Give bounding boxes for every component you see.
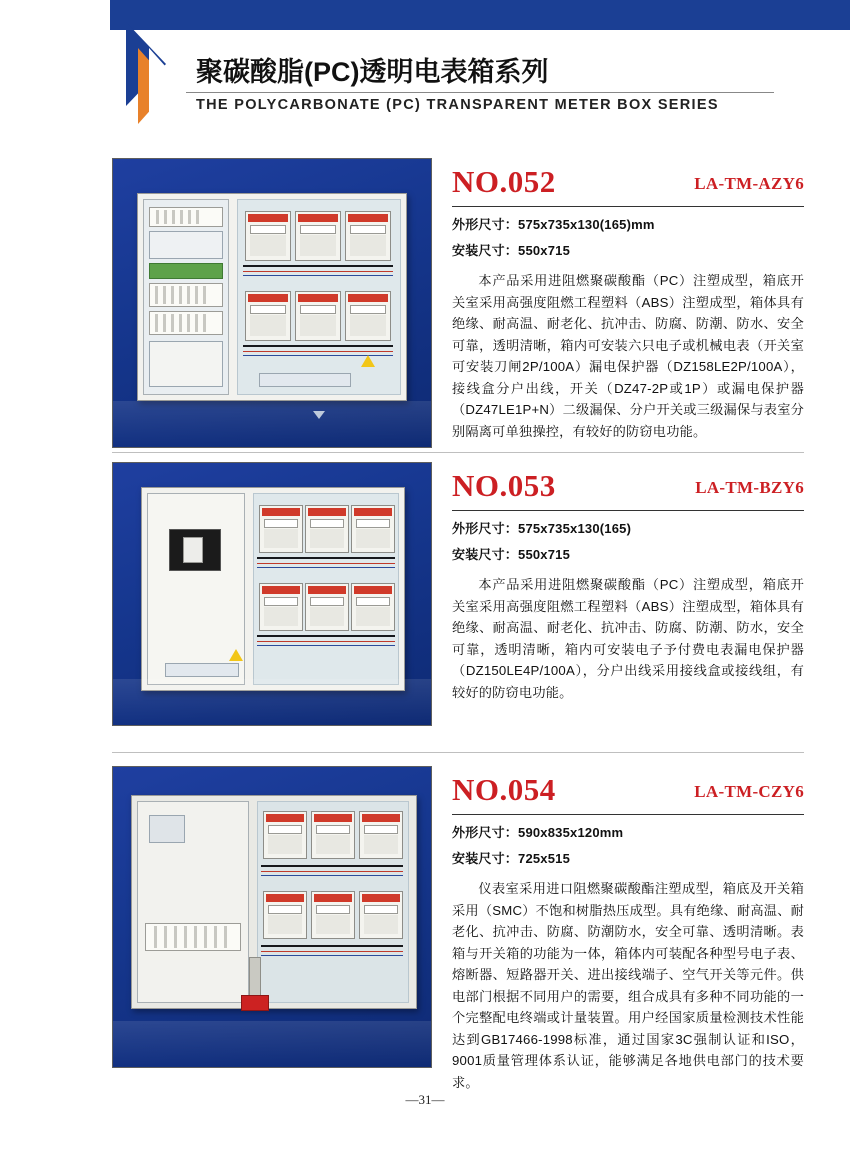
page-number: —31—	[405, 1092, 445, 1107]
info-divider	[452, 814, 804, 815]
electric-meter	[345, 291, 391, 341]
electric-meter	[311, 811, 355, 859]
nameplate-label	[165, 663, 239, 677]
main-cable	[243, 265, 393, 267]
outer-dimension-line	[452, 822, 804, 841]
electric-meter	[305, 505, 349, 553]
model-number: NO.052	[452, 164, 556, 199]
electric-meter	[263, 811, 307, 859]
nameplate-label	[259, 373, 351, 387]
product-info-053	[452, 468, 804, 703]
model-row	[452, 772, 804, 812]
phase-wire	[257, 563, 395, 564]
install-dimension-value: 550x715	[518, 547, 571, 562]
outer-dimension-value: 575x735x130(165)mm	[518, 217, 655, 232]
neutral-wire	[261, 955, 403, 956]
terminal-block-green	[149, 263, 223, 279]
neutral-wire	[261, 875, 403, 876]
main-cable	[243, 345, 393, 347]
phase-wire	[243, 351, 393, 352]
outer-dimension-line	[452, 214, 804, 233]
page-title-en: THE POLYCARBONATE (PC) TRANSPARENT METER BOX SERIES	[196, 97, 719, 113]
warning-triangle-icon	[229, 649, 243, 661]
electric-meter	[295, 291, 341, 341]
fuse-terminal-row	[145, 923, 241, 951]
electric-meter	[351, 505, 395, 553]
phase-wire	[261, 871, 403, 872]
header-divider	[186, 92, 774, 93]
outer-dimension-value: 590x835x120mm	[518, 825, 624, 840]
install-dimension-line	[452, 544, 804, 563]
product-info-054	[452, 772, 804, 1093]
model-code: LA-TM-AZY6	[694, 174, 804, 193]
outer-dimension-line	[452, 518, 804, 537]
floor-reflection	[113, 401, 431, 447]
electric-meter	[311, 891, 355, 939]
electric-meter	[305, 583, 349, 631]
phase-wire	[257, 641, 395, 642]
model-code: LA-TM-CZY6	[694, 782, 804, 801]
switch-viewing-window	[149, 815, 185, 843]
main-cable	[257, 557, 395, 559]
page-title-cn: 聚碳酸脂(PC)透明电表箱系列	[196, 57, 549, 87]
red-terminal-block	[241, 995, 269, 1011]
model-row	[452, 164, 804, 204]
warning-triangle-icon	[361, 355, 375, 367]
product-description: 本产品采用进阻燃聚碳酸酯（PC）注塑成型，箱底开关室采用高强度阻燃工程塑料（ABS）注塑成型，箱体具有绝缘、耐高温、耐老化、抗冲击、防腐、防潮、防水，安全可靠，透明清晰，箱内可安装电子予付费电表漏电保护器（DZ150LE4P/100A），分户出线采用接线盒或接线组，有较好的防窃电功能。	[452, 577, 804, 700]
chevron-white-icon	[149, 48, 183, 124]
main-cable	[261, 945, 403, 947]
install-dimension-line	[452, 240, 804, 259]
electric-meter	[259, 583, 303, 631]
section-divider-2	[112, 752, 804, 753]
electric-meter	[351, 583, 395, 631]
electric-meter	[359, 811, 403, 859]
page-header	[0, 0, 850, 140]
breaker-row-middle	[149, 283, 223, 307]
install-dimension-line	[452, 848, 804, 867]
lower-terminal-cover	[149, 341, 223, 387]
photo-scene-053	[113, 463, 431, 725]
install-dimension-label: 安装尺寸：	[452, 851, 519, 866]
electric-meter	[295, 211, 341, 261]
electric-meter	[245, 291, 291, 341]
main-cable	[257, 635, 395, 637]
install-dimension-label: 安装尺寸：	[452, 243, 519, 258]
product-photo-052	[112, 158, 432, 448]
product-photo-054	[112, 766, 432, 1068]
breaker-row-top	[149, 207, 223, 227]
phase-wire	[261, 951, 403, 952]
info-divider	[452, 206, 804, 207]
electric-meter	[245, 211, 291, 261]
breaker-row-bottom	[149, 311, 223, 335]
photo-scene-052	[113, 159, 431, 447]
neutral-wire	[243, 275, 393, 276]
wiring-diagram-label	[149, 231, 223, 259]
install-dimension-label: 安装尺寸：	[452, 547, 519, 562]
model-row	[452, 468, 804, 508]
install-dimension-value: 725x515	[518, 851, 571, 866]
floor-reflection	[113, 1021, 431, 1067]
electric-meter	[259, 505, 303, 553]
electric-meter	[359, 891, 403, 939]
floor-reflection	[113, 679, 431, 725]
model-number: NO.054	[452, 772, 556, 807]
outer-dimension-label: 外形尺寸：	[452, 521, 519, 536]
neutral-wire	[257, 567, 395, 568]
install-dimension-value: 550x715	[518, 243, 571, 258]
cable-conduit	[249, 957, 261, 997]
product-description: 本产品采用进阻燃聚碳酸酯（PC）注塑成型，箱底开关室采用高强度阻燃工程塑料（ABS）注塑成型，箱体具有绝缘、耐高温、耐老化、抗冲击、防腐、防潮、防水、安全可靠，透明清晰，箱内可安装六只电子或机械电表（开关室可安装刀闸2P/100A）漏电保护器（DZ158LE2P/100A），接线盒分户出线，开关（DZ47-2P或1P）或漏电保护器（DZ47LE1P+N）二级漏保、分户开关或三级漏保与表室分别隔离可单独操控，有较好的防窃电功能。	[452, 273, 804, 439]
product-photo-053	[112, 462, 432, 726]
outer-dimension-value: 575x735x130(165)	[518, 521, 632, 536]
header-blue-band	[110, 0, 850, 30]
main-cable	[261, 865, 403, 867]
photo-scene-054	[113, 767, 431, 1067]
product-info-052	[452, 164, 804, 442]
neutral-wire	[257, 645, 395, 646]
electric-meter	[345, 211, 391, 261]
outer-dimension-label: 外形尺寸：	[452, 825, 519, 840]
phase-wire	[243, 271, 393, 272]
section-divider-1	[112, 452, 804, 453]
breaker-handle	[183, 537, 203, 563]
outer-dimension-label: 外形尺寸：	[452, 217, 519, 232]
info-divider	[452, 510, 804, 511]
model-code: LA-TM-BZY6	[695, 478, 804, 497]
electric-meter	[263, 891, 307, 939]
product-description: 仪表室采用进口阻燃聚碳酸酯注塑成型，箱底及开关箱采用（SMC）不饱和树脂热压成型。具有绝缘、耐高温、耐老化、抗冲击、防腐、防潮防水，安全可靠、透明清晰。表箱与开关箱的功能为一体，箱体内可装配各种型号电子表、熔断器、短路器开关、进出接线端子、空气开关等元件。供电部门根据不同用户的需要，组合成具有多种不同功能的一个完整配电终端或计量装置。用户经国家质量检测技术性能达到GB17466-1998标准，通过国家3C强制认证和ISO，9001质量管理体系认证，能够满足各地供电部门的技术要求。	[452, 881, 804, 1090]
model-number: NO.053	[452, 468, 556, 503]
